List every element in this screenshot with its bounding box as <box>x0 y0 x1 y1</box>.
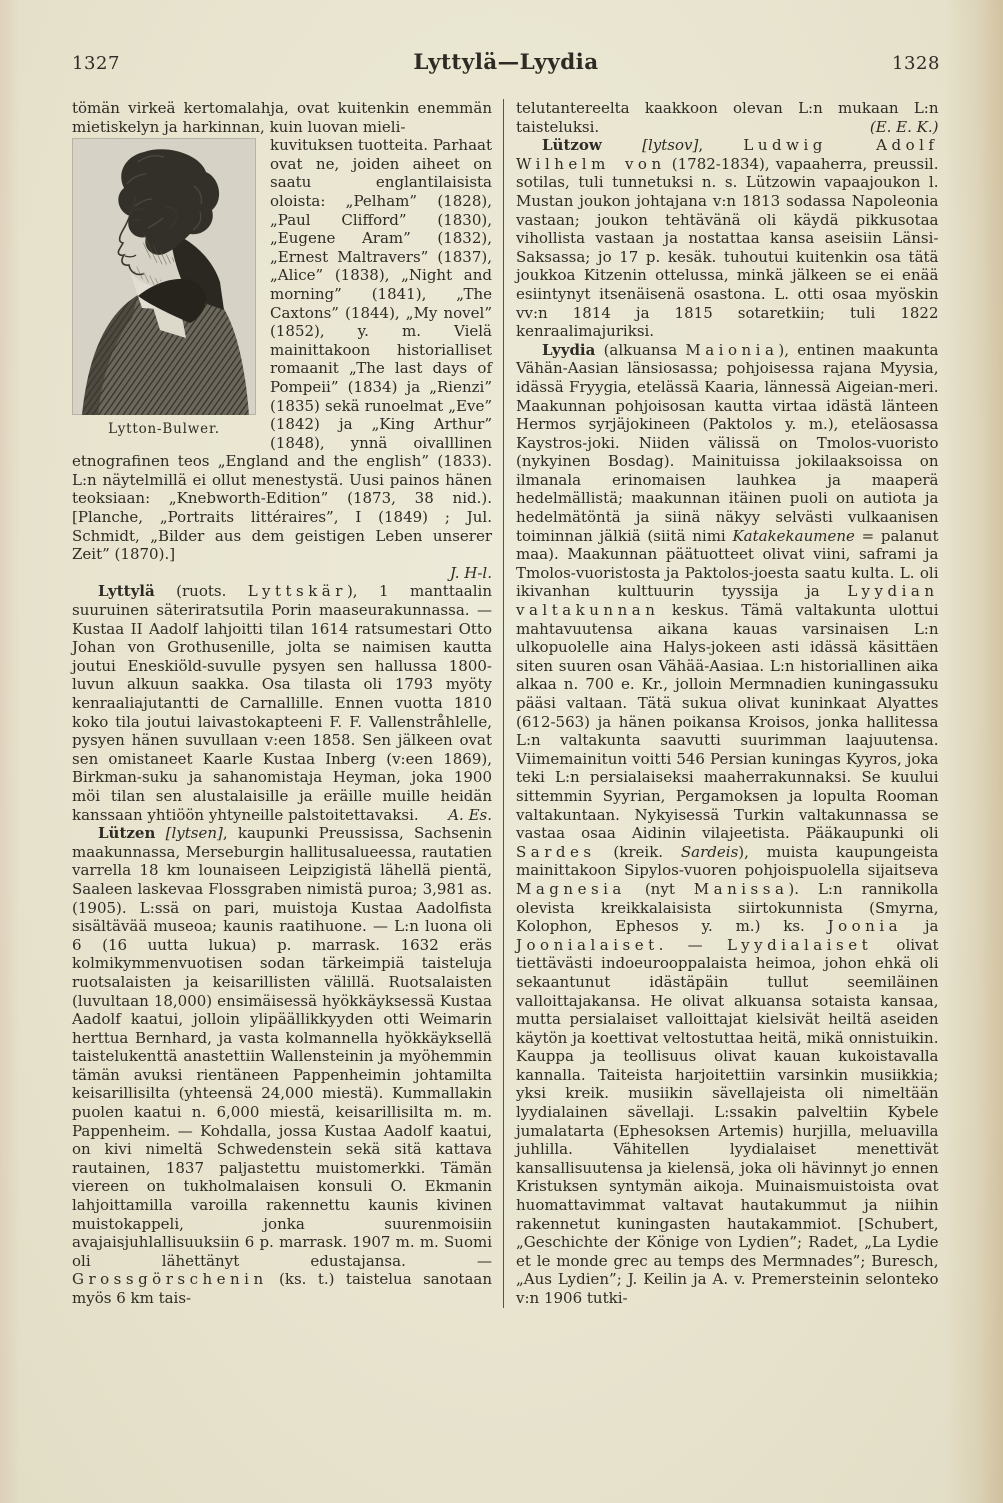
text-run: ). L:n rannikolla olevista kreikkalaisista siirtokunnista (Smyrna, Kolophon, Ephesos y. m.) ks. <box>516 879 939 936</box>
text-run: (1782-1834), vapaaherra, preussil. sotilas, tuli tunnetuksi n. s. Lützowin vapaajoukon l. Mustan joukon johtajana v:n 1813 sodassa Napoleonia vastaan; joukon tehtävänä oli käydä pikkusotaa vihollista vastaan ja nostattaa kansa aseisiin Länsi-Saksassa; jo 17 p. kesäk. tuhoutui kuitenkin osa tätä joukkoa Kitzenin ottelussa, minkä jälkeen se ei enää esiintynyt itsenäisenä osastona. L. otti osaa myöskin vv:n 1814 ja 1815 sotaretkiin; tuli 1822 kenraalimajuriksi. <box>516 154 939 341</box>
text-run: [lytsov] <box>642 136 699 155</box>
text-run: (ks. t.) taistelua sanotaan myös 6 km tais- <box>72 1270 492 1307</box>
text-run: , <box>698 136 744 155</box>
text-run: (ruots. <box>154 582 248 601</box>
portrait-caption: Lytton-Bulwer. <box>108 421 220 438</box>
text-run: Sardeis <box>680 842 739 861</box>
text-run: Grossgörschenin <box>72 1270 268 1289</box>
text-run: Sardes <box>516 842 596 861</box>
portrait-image <box>72 138 256 415</box>
text-run: J. H-l. <box>449 563 492 582</box>
text-run: Lyydian valtakunnan <box>516 582 939 620</box>
text-run: . — <box>658 935 727 954</box>
text-run: olivat tiettävästi indoeurooppalaista heimoa, johon ehkä oli sekaantunut idästäpäin tullut seemiläinen valloittajakansa. He olivat alkuansa sotaista kansaa, mutta persialaiset valloittajat kielsivät heiltä aseiden käytön ja koettivat veltostuttaa heitä, mikä onnistuikin. Kauppa ja teollisuus olivat kauan kukoistavalla kannalla. Taiteista harjoitettiin varsinkin musiikkia; yksi kreik. musiikin sävellajeista oli nimeltään lyydialainen sävellaji. L:ssakin palveltiin Kybele jumalatarta (Ephesoksen Artemis) hurjilla, meluavilla juhlilla. Vähitellen lyydialaiset menettivät kansallisuutensa ja kielensä, joka oli hävinnyt jo ennen Kristuksen syntymän aikoja. Muinaismuistoista ovat huomattavimmat valtavat hautakummut ja niihin rakennetut kuningasten hautakammiot. [Schubert, „Geschichte der Könige von Lydien”; Radet, „La Lydie et le monde grec au temps des Mermnades”; Buresch, „Aus Lydien”; J. Keilin ja A. v. Premersteinin selonteko v:n 1906 tutki- <box>516 935 939 1307</box>
text-run: Joonialaiset <box>516 935 659 954</box>
text-run: keskus. Tämä valtakunta ulottui mahtavuutensa aikana kauas varsinaisen L:n ulkopuolelle aina Halys-jokeen asti idässä käsittäen siten suuren osan Vähää-Aasiaa. L:n historiallinen aika alkaa n. 700 e. Kr., jolloin Mermnadien kuningassuku pääsi valtaan. Tätä sukua olivat kuninkaat Alyattes (612-563) ja hänen poikansa Kroisos, jonka hallitessa L:n valtakunta saavutti suurimman laajuutensa. Viimemainitun voitti 546 Persian kuningas Kyyros, joka teki L:n persialaiseksi maaherrakunnaksi. Se kuului sittemmin Syyrian, Pergamoksen ja lopulta Rooman valtakuntaan. Nykyisessä Turkin valtakunnassa se vastaa osaa Aidinin vilajeetista. Pääkaupunki oli <box>516 601 939 843</box>
text-run: Magnesia <box>516 879 626 898</box>
text-run: tömän virkeä kertomalahja, ovat kuitenkin enemmän mietiskelyn ja harkinnan, kuin luovan mieli- <box>72 99 492 136</box>
entry-headword: Lützow <box>542 136 602 155</box>
page-number-left: 1327 <box>72 53 120 74</box>
text-run: Ludwig Adolf Wilhelm von <box>516 136 939 173</box>
entry-headword: Lyttylä <box>98 582 155 601</box>
text-run: A. Es. <box>448 805 492 824</box>
text-run: ), muista kaupungeista mainittakoon Sipylos-vuoren pohjoispuolella sijaitseva <box>516 842 939 880</box>
text-run: [lytsen] <box>165 824 223 843</box>
entry-lyydia <box>516 341 939 1308</box>
entry-headword: Lützen <box>98 824 156 843</box>
entry-lutzen <box>72 824 492 1307</box>
text-run <box>602 136 642 154</box>
text-run: (kreik. <box>595 842 681 861</box>
two-column-text-block <box>72 99 940 1308</box>
text-run: , kaupunki Preussissa, Sachsenin maakunnassa, Merseburgin hallitusalueessa, rautatien varrella 18 km lounaiseen Leipzigistä lähellä pientä, Saaleen laskevaa Flossgraben nimistä puroa; 3,981 as. (1905). L:ssä on pari, muistoja Kustaa Aadolfista sisältävää museoa; kaunis raatihuone. — L:n luona oli 6 (16 uutta lukua) p. marrask. 1632 eräs kolmikymmenvuotisen sodan tärkeimpiä taisteluja ruotsalaisten ja keisarillisten välillä. Ruotsalaisten (luvultaan 18,000) ensimäisessä hyökkäyksessä Kustaa Aadolf kaatui, jolloin ylipäällikkyyden otti Weimarin herttua Bernhard, ja vasta kolmannella hyökkäyksellä taistelukenttä anastettiin Wallensteinin ja myöhemmin tämän avuksi rientäneen Pappenheimin johtamilta keisarillisilta (yhteensä 24,000 miestä). Kummallakin puolen kaatui n. 6,000 miestä, keisarillisilta m. m. Pappenheim. — Kohdalla, jossa Kustaa Aadolf kaatui, on kivi nimeltä Schwedenstein sekä sitä kattava rautainen, 1837 paljastettu muistomerkki. Tämän viereen on tukholmalaisen konsuli O. Ekmanin lahjoittamilla varoilla rakennettu kaunis kivinen muistokappeli, jonka suurenmoisiin avajaisjuhlallisuuksiin 6 p. marrask. 1907 m. m. Suomi oli lähettänyt edustajansa. — <box>72 824 492 1270</box>
entry-lyttyla <box>72 582 492 824</box>
lytton-article-continuation-intro <box>72 99 492 136</box>
text-run: (nyt <box>625 879 694 898</box>
text-run: Maionia <box>685 340 779 359</box>
left-column <box>72 99 492 1308</box>
text-run: = palanut maa). Maakunnan päätuotteet olivat viini, saframi ja Tmolos-vuoristosta ja Paktolos-joesta saatu kulta. L. oli ikivanhan kulttuurin tyyssija ja <box>516 526 939 601</box>
text-run: ), 1 manttaalin suuruinen säteriratsutila Porin maaseurakunnassa. — Kustaa II Aadolf lahjoitti tilan 1614 ratsumestari Otto Johan von Grothusenille, jolta se naimisen kautta joutui Eneskiöld-suvulle pysyen sen hallussa 1800-luvun alkuun saakka. Osa tilasta oli 1793 myöty kenraaliajutantti de Carnallille. Ennen vuotta 1810 koko tila joutui laivastokapteeni F. F. Vallenstråhlelle, pysyen hänen suvullaan v:een 1858. Sen jälkeen ovat sen omistaneet Kaarle Kustaa Inberg (v:een 1869), Birkman-suku ja sahanomistaja Heyman, joka 1900 möi tilan sen alustalaisille ja eräille muille heidän kanssaan yhtiöön yhtyneille palstoitettavaksi. <box>72 582 492 824</box>
text-run: kuvituksen tuotteita. Parhaat ovat ne, joiden aiheet on saatu englantilaisista oloista: „Pelham” (1828), „Paul Clifford” (1830), „Eugene Aram” (1832), „Ernest Maltravers” (1837), „Alice” (1838), „Night and morning” (1841), „The Caxtons” (1844), „My novel” (1852), y. m. Vielä mainittakoon historialliset romaanit „The last days of Pompeii” (1834) ja „Rienzi” (1835) sekä runoelmat „Eve” (1842) ja „King Arthur” (1848), ynnä oivalllinen etnografinen teos „England and the english” (1833). L:n näytelmillä ei ollut menestystä. Uusi painos hänen teoksiaan: „Knebworth-Edition” (1873, 38 nid.). [Planche, „Portraits littéraires”, I (1849) ; Jul. Schmidt, „Bilder aus dem geistigen Leben unserer Zeit” (1870).] <box>72 136 492 564</box>
lytton-article-signature <box>72 564 492 583</box>
text-run: Manissa <box>693 879 789 898</box>
text-run: (E. E. K.) <box>869 117 939 136</box>
text-run: (alkuansa <box>595 340 686 359</box>
running-title: Lyttylä—Lyydia <box>413 50 599 75</box>
right-column <box>503 99 939 1308</box>
portrait-figure <box>72 138 256 437</box>
text-run: ), entinen maakunta Vähän-Aasian länsiosassa; pohjoisessa rajana Myysia, idässä Fryygia, etelässä Kaaria, lännessä Aigeian-meri. Maakunnan pohjoisosan kautta virtaa idästä länteen Hermos syrjäjokineen (Paktolos y. m.), eteläosassa Kaystros-joki. Niiden välissä on Tmolos-vuoristo (nykyinen Bosdag). Mainituissa jokilaaksoissa on ilmanala erinomaisen lauhkea ja maaperä hedelmällistä; maakunnan itäinen puoli on autiota ja hedelmätöntä ja siinä näkyy selvästi vulkaanisen toiminnan jälkiä (siitä nimi <box>516 340 939 545</box>
lytton-article-continuation-body <box>72 136 492 564</box>
text-run: Joonia <box>827 917 903 936</box>
lutzen-continuation <box>516 99 939 136</box>
text-run <box>155 824 165 842</box>
text-run: Lyttskär <box>247 582 347 601</box>
entry-headword: Lyydia <box>542 340 596 359</box>
running-head <box>72 50 940 75</box>
entry-lutzow <box>516 136 939 341</box>
text-run: ja <box>902 917 939 936</box>
text-run: Katakekaumene <box>732 526 855 545</box>
text-run: telutantereelta kaakkoon olevan L:n mukaan L:n taisteluksi. <box>516 99 939 136</box>
text-run: Lyydialaiset <box>726 935 873 954</box>
page-number-right: 1328 <box>892 53 940 74</box>
